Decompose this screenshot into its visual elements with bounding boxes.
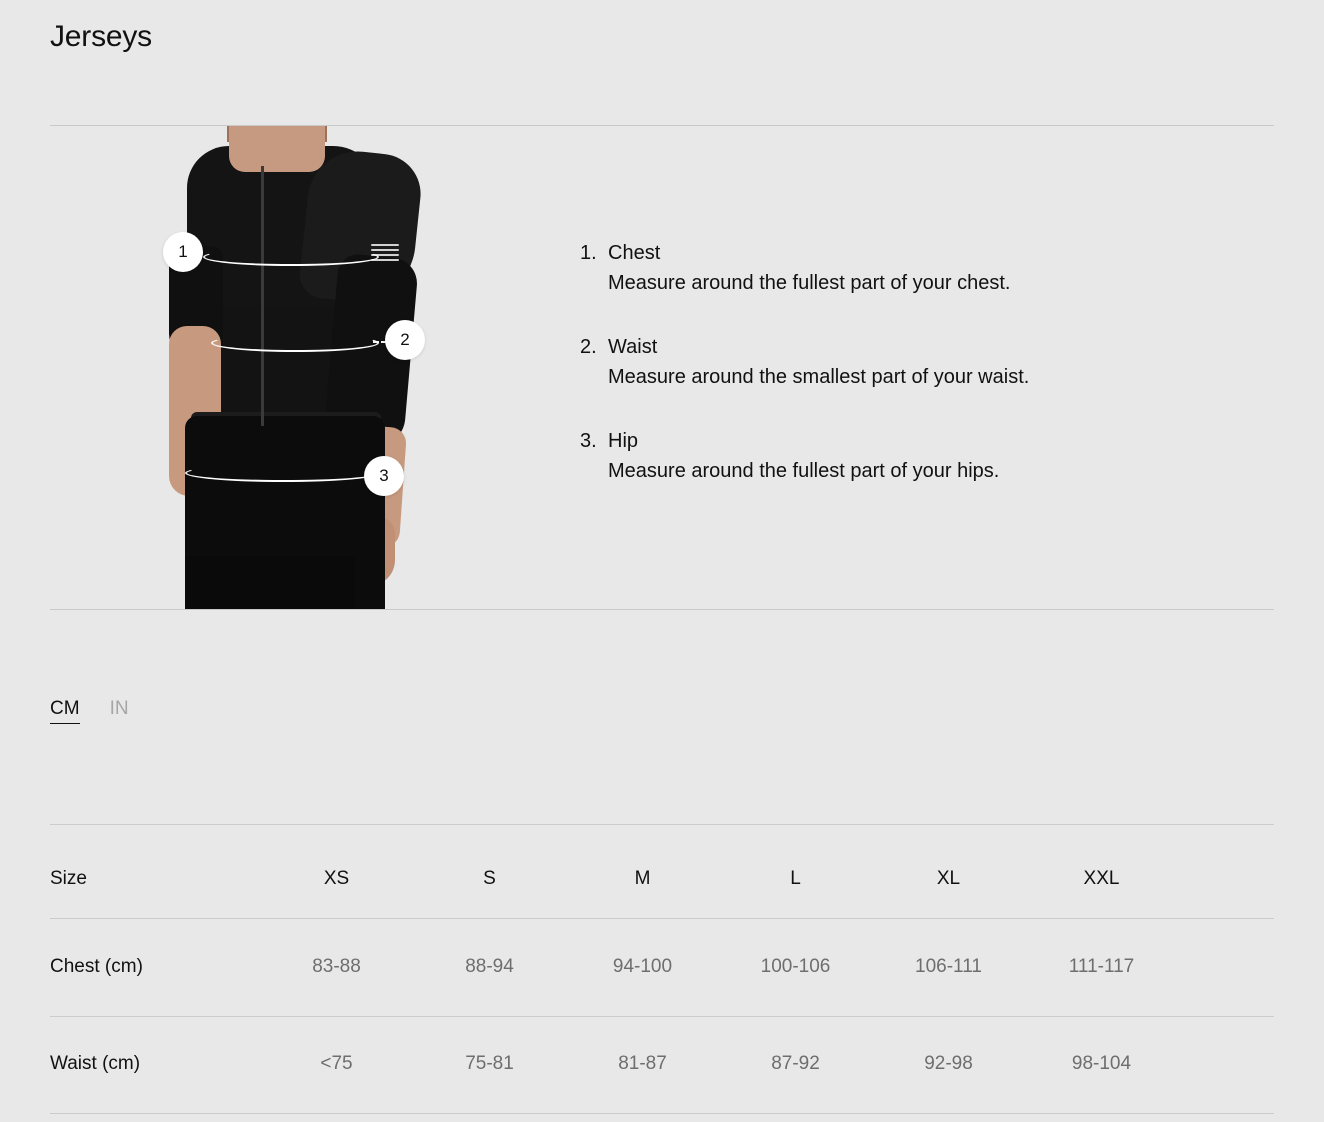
row-label-waist: Waist (cm)	[50, 1052, 141, 1074]
instruction-label-chest: Chest	[608, 242, 661, 264]
waist-measure-line	[211, 334, 379, 352]
page-title: Jerseys	[50, 20, 152, 53]
instruction-label-hip: Hip	[608, 430, 639, 452]
instruction-desc-waist: Measure around the smallest part of your waist.	[608, 366, 1030, 388]
table-divider-top	[50, 824, 1274, 825]
row-label-chest: Chest (cm)	[50, 955, 143, 977]
measurement-diagram	[155, 126, 600, 609]
neck-shape	[229, 126, 325, 172]
size-table	[50, 840, 1274, 1112]
callout-marker-2: 2	[385, 320, 425, 360]
table-header-s: S	[483, 868, 496, 889]
waist-m: 81-87	[618, 1052, 667, 1074]
zipper-line	[261, 166, 264, 426]
chest-m: 94-100	[612, 955, 673, 977]
table-row	[50, 918, 1274, 1015]
waist-xxl: 98-104	[1071, 1052, 1132, 1074]
unit-toggle	[50, 698, 129, 724]
instruction-item-chest	[580, 238, 1220, 298]
hip-measure-line	[185, 464, 381, 482]
instruction-number-2: 2.	[580, 336, 597, 358]
waist-xs: <75	[320, 1052, 353, 1074]
instruction-label-waist: Waist	[608, 336, 658, 358]
table-header-l: L	[790, 868, 801, 889]
table-header-xxl: XXL	[1083, 868, 1120, 889]
instruction-desc-hip: Measure around the fullest part of your hips.	[608, 460, 1000, 482]
chest-xs: 83-88	[312, 955, 361, 977]
instruction-number-1: 1.	[580, 242, 597, 264]
chest-measure-line	[203, 248, 379, 266]
table-header-m: M	[634, 868, 651, 889]
chest-xxl: 111-117	[1068, 955, 1135, 977]
unit-option-cm[interactable]: CM	[50, 698, 80, 724]
chest-xl: 106-111	[915, 955, 982, 977]
table-header-xs: XS	[323, 868, 350, 889]
leg-shape	[185, 556, 355, 609]
instruction-number-3: 3.	[580, 430, 597, 452]
chest-s: 88-94	[465, 955, 514, 977]
chest-l: 100-106	[760, 955, 831, 977]
table-row	[50, 1015, 1274, 1112]
instruction-item-waist	[580, 332, 1220, 392]
table-header-xl: XL	[936, 868, 961, 889]
table-header-size: Size	[50, 868, 87, 889]
table-header-row	[50, 840, 1274, 918]
divider-bottom	[50, 609, 1274, 610]
table-divider-row-2	[50, 1113, 1274, 1114]
callout-marker-3: 3	[364, 456, 404, 496]
measurement-instructions	[580, 238, 1220, 520]
waist-xl: 92-98	[924, 1052, 973, 1074]
callout-marker-1: 1	[163, 232, 203, 272]
instruction-desc-chest: Measure around the fullest part of your chest.	[608, 272, 1011, 294]
waist-s: 75-81	[465, 1052, 514, 1074]
waist-l: 87-92	[771, 1052, 820, 1074]
unit-option-in[interactable]: IN	[109, 698, 129, 719]
instruction-item-hip	[580, 426, 1220, 486]
